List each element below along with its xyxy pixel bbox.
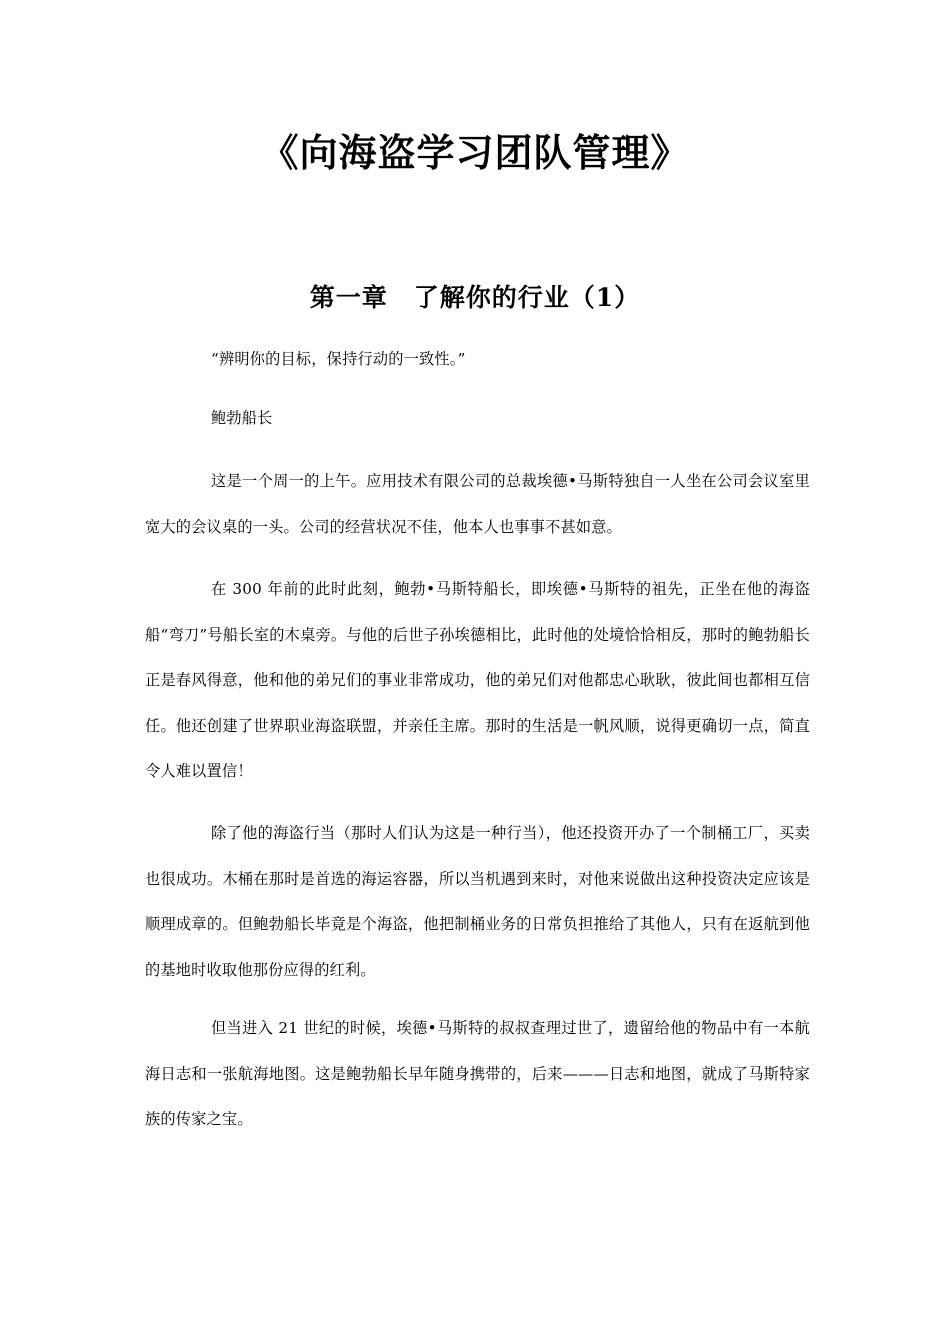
body-paragraph: 这是一个周一的上午。应用技术有限公司的总裁埃德•马斯特独自一人坐在公司会议室里宽大的会议桌的一头。公司的经营状况不佳，他本人也事事不甚如意。	[145, 472, 810, 536]
chapter-name: 了解你的行业（1）	[413, 283, 641, 312]
chapter-title	[0, 280, 950, 316]
body-paragraph: 除了他的海盗行当（那时人们认为这是一种行当），他还投资开办了一个制桶工厂，买卖也很成功。木桶在那时是首选的海运容器，所以当机遇到来时，对他来说做出这种投资决定应该是顺理成章的。但鲍勃船长毕竟是个海盗，他把制桶业务的日常负担推给了其他人，只有在返航到他的基地时收取他那份应得的红利。	[145, 824, 810, 979]
body-paragraph: 但当进入 21 世纪的时候，埃德•马斯特的叔叔查理过世了，遗留给他的物品中有一本航海日志和一张航海地图。这是鲍勃船长早年随身携带的，后来———日志和地图，就成了马斯特家族的传家之宝。	[145, 1019, 810, 1128]
epigraph-attribution: 鲍勃船长	[211, 409, 273, 427]
body-paragraph: 在 300 年前的此时此刻，鲍勃•马斯特船长，即埃德•马斯特的祖先，正坐在他的海盗船“弯刀”号船长室的木桌旁。与他的后世子孙埃德相比，此时他的处境恰恰相反，那时的鲍勃船长正是春风得意，他和他的弟兄们的事业非常成功，他的弟兄们对他都忠心耿耿，彼此间也都相互信任。他还创建了世界职业海盗联盟，并亲任主席。那时的生活是一帆风顺，说得更确切一点，简直令人难以置信！	[145, 580, 810, 780]
book-title: 《向海盗学习团队管理》	[260, 131, 690, 175]
chapter-number: 第一章	[309, 283, 388, 312]
epigraph-quote: “辨明你的目标，保持行动的一致性。”	[211, 350, 466, 368]
